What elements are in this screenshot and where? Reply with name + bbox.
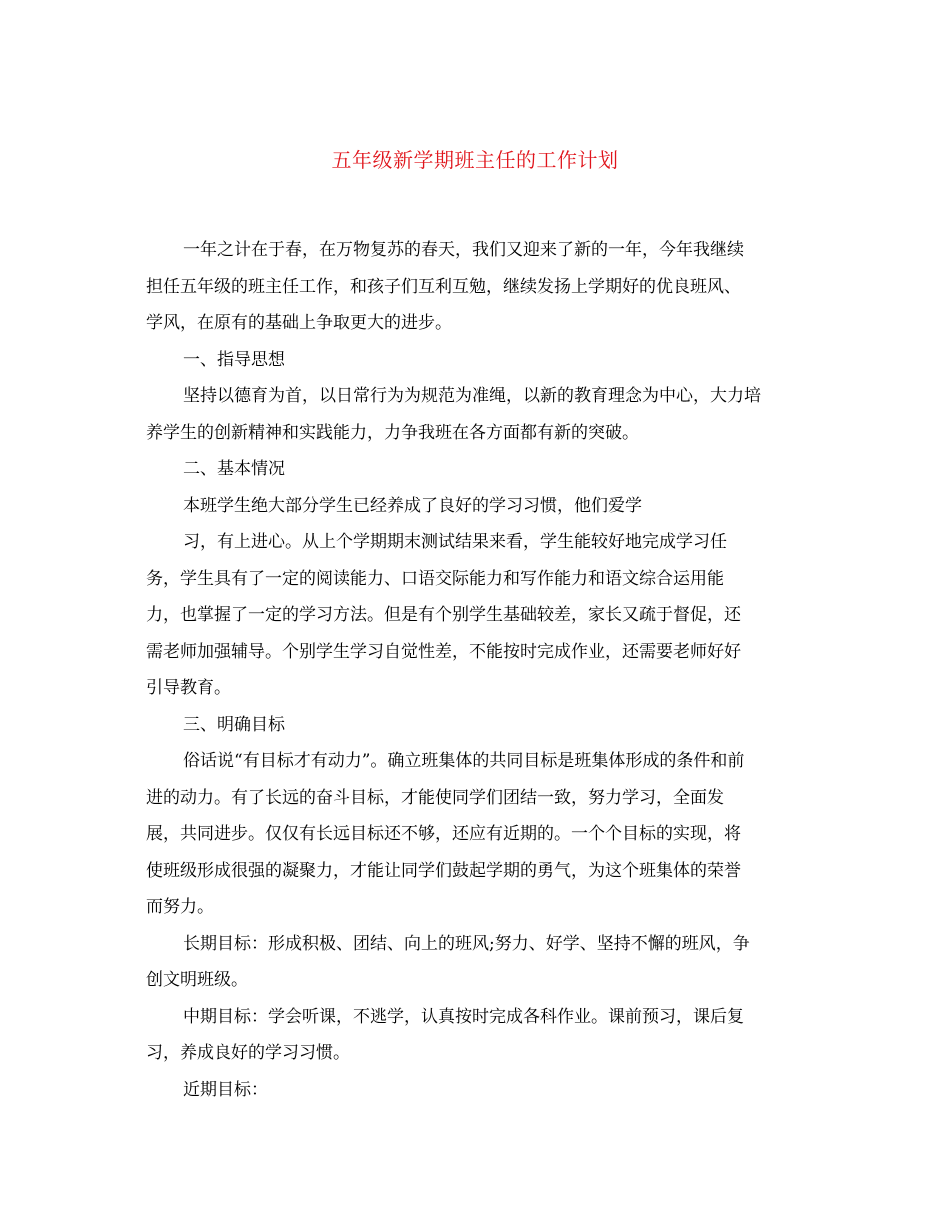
- paragraph-line: 而努力。: [146, 897, 214, 917]
- document-title: 五年级新学期班主任的工作计划: [331, 148, 619, 172]
- paragraph-line: 一、指导思想: [183, 349, 285, 370]
- paragraph-line: 展，共同进步。仅仅有长远目标还不够，还应有近期的。一个个目标的实现，将: [146, 824, 741, 844]
- document-body: [146, 232, 810, 1108]
- paragraph-line: 二、基本情况: [183, 459, 285, 479]
- paragraph-line: 养学生的创新精神和实践能力，力争我班在各方面都有新的突破。: [146, 422, 639, 443]
- paragraph-line: 习，有上进心。从上个学期期末测试结果来看，学生能较好地完成学习任: [183, 532, 727, 552]
- paragraph-line: 引导教育。: [146, 678, 231, 698]
- paragraph-line: 力，也掌握了一定的学习方法。但是有个别学生基础较差，家长又疏于督促，还: [146, 605, 741, 625]
- paragraph-line: 长期目标：形成积极、团结、向上的班风;努力、好学、坚持不懈的班风，争: [183, 933, 750, 954]
- paragraph-line: 一年之计在于春，在万物复苏的春天，我们又迎来了新的一年，今年我继续: [183, 240, 744, 260]
- paragraph-line: 使班级形成很强的凝聚力，才能让同学们鼓起学期的勇气，为这个班集体的荣誉: [146, 860, 741, 881]
- paragraph-line: 担任五年级的班主任工作，和孩子们互利互勉，继续发扬上学期好的优良班风、: [146, 276, 741, 297]
- paragraph-line: 创文明班级。: [146, 970, 248, 990]
- paragraph-line: 需老师加强辅导。个别学生学习自觉性差，不能按时完成作业，还需要老师好好: [146, 641, 741, 662]
- paragraph-line: 进的动力。有了长远的奋斗目标，才能使同学们团结一致，努力学习，全面发: [146, 787, 724, 808]
- paragraph-line: 务，学生具有了一定的阅读能力、口语交际能力和写作能力和语文综合运用能: [146, 568, 724, 589]
- paragraph-line: 坚持以德育为首，以日常行为为规范为准绳，以新的教育理念为中心，大力培: [183, 386, 761, 406]
- paragraph-line: 三、明确目标: [183, 714, 285, 735]
- paragraph-line: 学风，在原有的基础上争取更大的进步。: [146, 313, 452, 333]
- paragraph-line: 中期目标：学会听课，不逃学，认真按时完成各科作业。课前预习，课后复: [183, 1006, 744, 1027]
- paragraph-line: 习，养成良好的学习习惯。: [146, 1043, 350, 1063]
- paragraph-line: 俗话说“有目标才有动力”。确立班集体的共同目标是班集体形成的条件和前: [183, 751, 745, 771]
- paragraph-line: 本班学生绝大部分学生已经养成了良好的学习习惯，他们爱学: [183, 495, 642, 516]
- paragraph-line: 近期目标：: [183, 1079, 268, 1100]
